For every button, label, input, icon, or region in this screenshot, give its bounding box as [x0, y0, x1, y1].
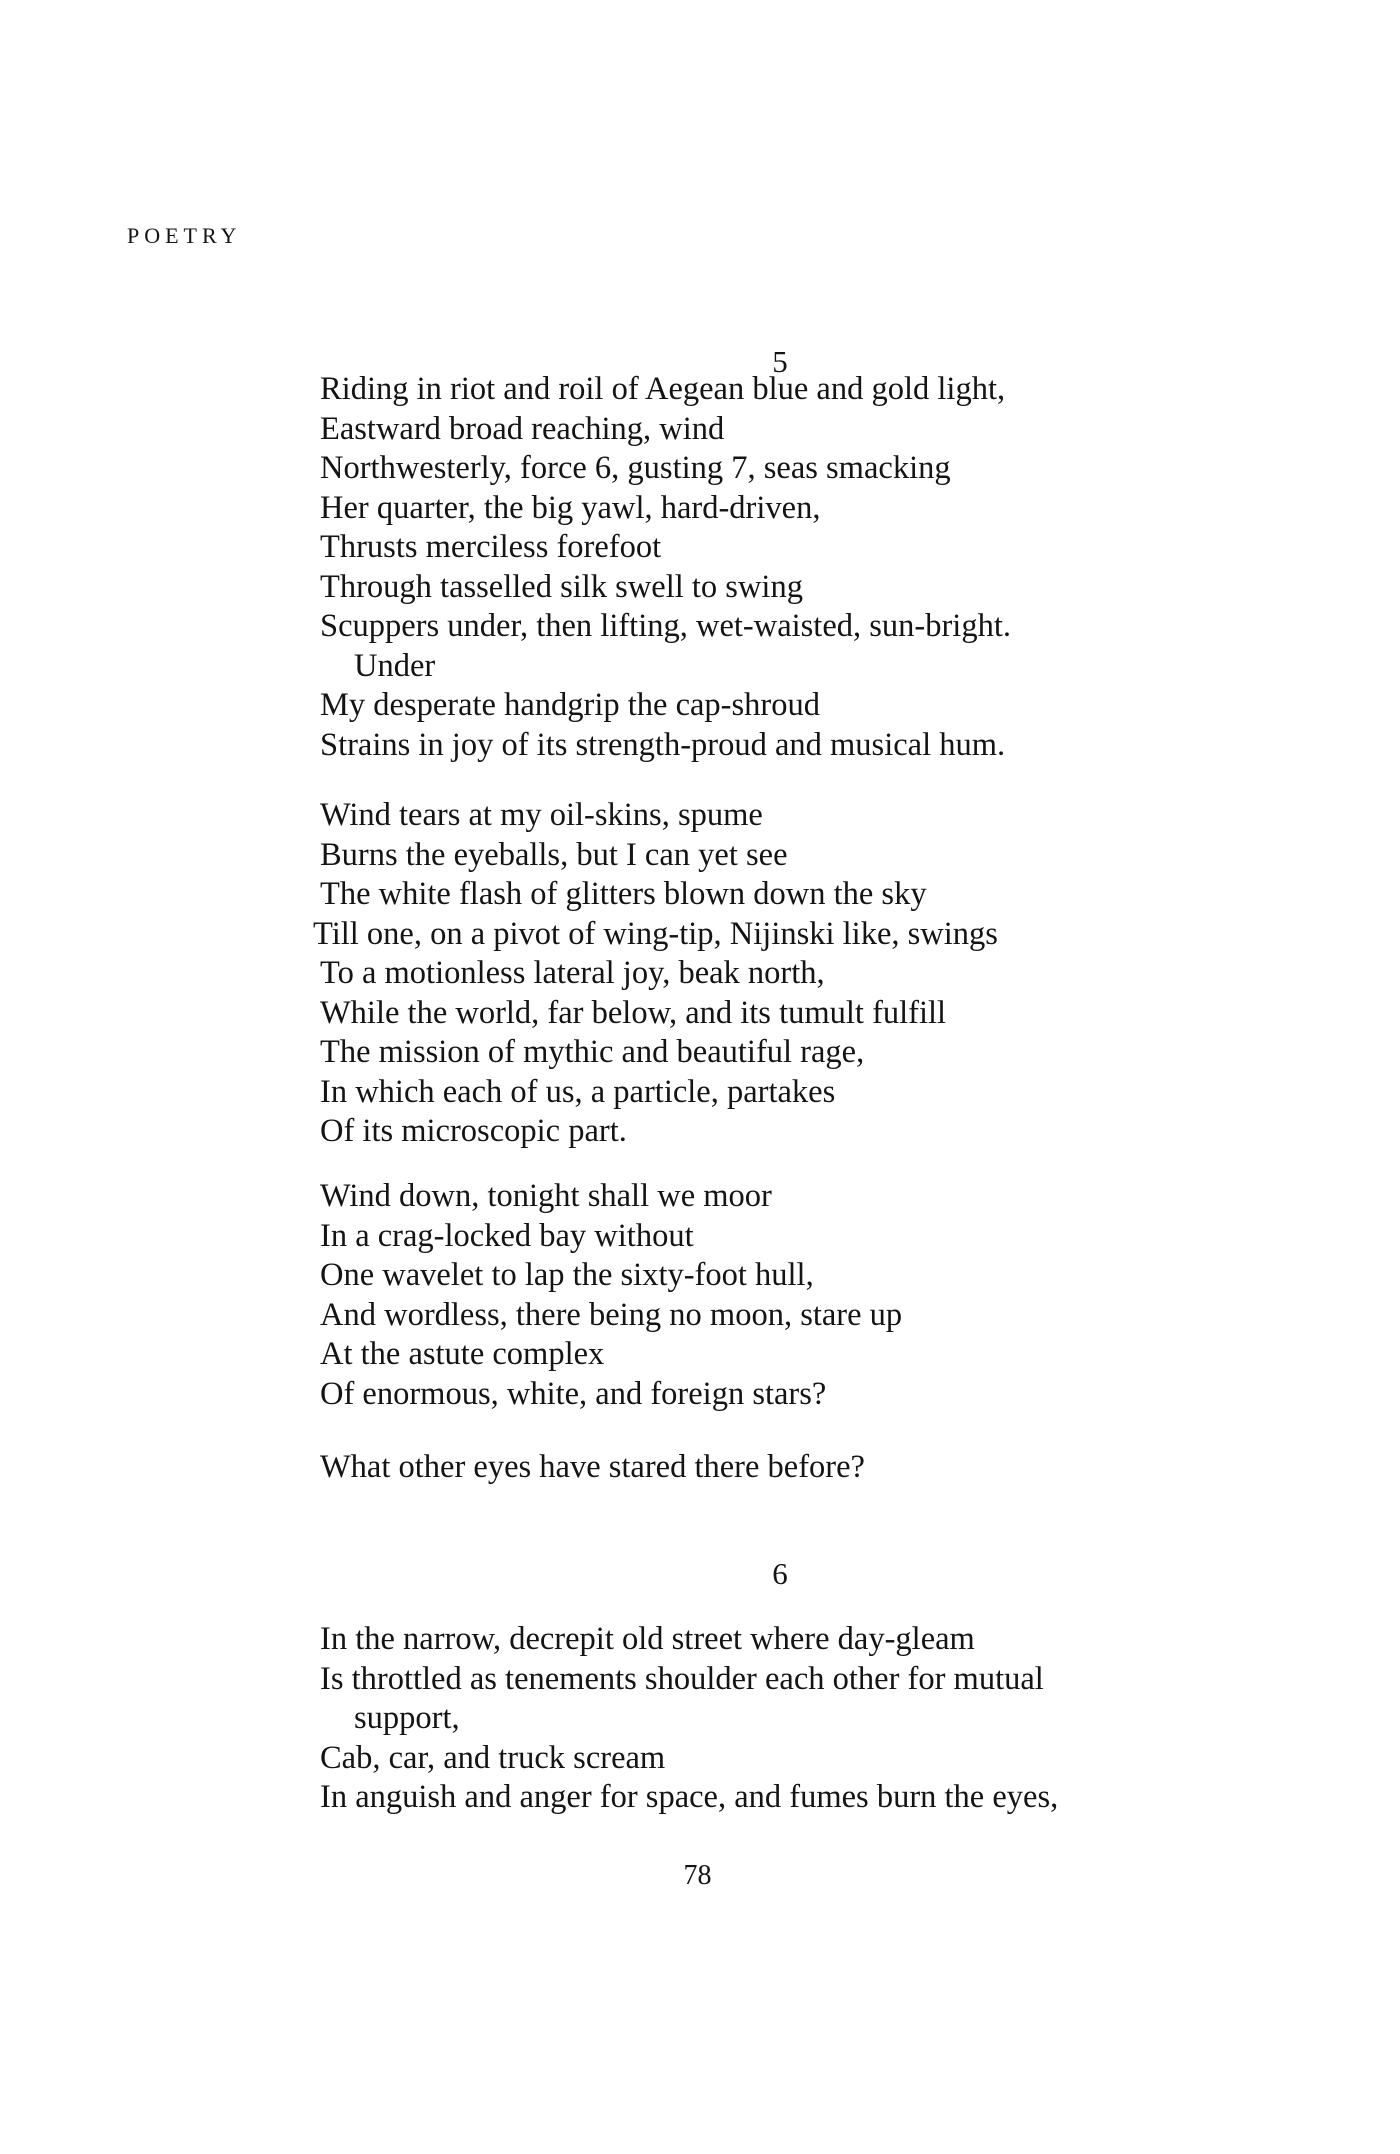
poem-line: What other eyes have stared there before? [320, 1449, 865, 1485]
poem-line: Is throttled as tenements shoulder each other for mutual [320, 1660, 1044, 1697]
stanza [320, 1448, 1320, 1488]
poem-line: Burns the eyeballs, but I can yet see [320, 836, 788, 873]
poem-line: Eastward broad reaching, wind [320, 410, 725, 447]
running-head: POETRY [127, 223, 242, 248]
poem-line: Till one, on a pivot of wing-tip, Nijinski like, swings [313, 915, 998, 952]
section-number: 6 [772, 1556, 788, 1591]
poem-line: support, [354, 1700, 460, 1736]
poem-line: Wind down, tonight shall we moor [320, 1178, 772, 1214]
section-number: 5 [772, 344, 788, 379]
poem-line: While the world, far below, and its tumult fulfill [320, 994, 947, 1031]
poem-line: Northwesterly, force 6, gusting 7, seas smacking [320, 450, 951, 486]
poem-line: Scuppers under, then lifting, wet-waisted, sun-bright. [320, 608, 1011, 644]
poem-line: Of its microscopic part. [320, 1113, 627, 1149]
poem-line: Under [354, 647, 436, 684]
poem-line: Thrusts merciless forefoot [320, 529, 662, 565]
poem-line: Of enormous, white, and foreign stars? [320, 1375, 827, 1412]
poem-line: And wordless, there being no moon, stare up [320, 1296, 903, 1333]
poem-line: At the astute complex [320, 1336, 605, 1372]
stanza [320, 1177, 1320, 1414]
poem-line: Riding in riot and roil of Aegean blue and gold light, [320, 371, 1006, 407]
stanza [313, 796, 1320, 1152]
poem-line: In which each of us, a particle, partakes [320, 1073, 836, 1110]
poem-line: Strains in joy of its strength-proud and musical hum. [320, 726, 1006, 763]
poem-line: Through tasselled silk swell to swing [320, 568, 803, 605]
poem-line: The mission of mythic and beautiful rage, [320, 1034, 865, 1070]
poem-line: The white flash of glitters blown down the sky [320, 876, 927, 912]
poem-line: One wavelet to lap the sixty-foot hull, [320, 1257, 814, 1293]
poem-line: To a motionless lateral joy, beak north, [320, 955, 825, 991]
poem-line: In the narrow, decrepit old street where day-gleam [320, 1621, 975, 1657]
poem-line: Her quarter, the big yawl, hard-driven, [320, 489, 821, 526]
poem-line: Wind tears at my oil-skins, spume [320, 797, 763, 833]
poem-line: Cab, car, and truck scream [320, 1739, 666, 1776]
stanza [320, 1620, 1320, 1818]
poem-line: In anguish and anger for space, and fumes burn the eyes, [320, 1779, 1059, 1815]
page-number: 78 [683, 1860, 712, 1891]
stanza [320, 370, 1320, 765]
poem-line: My desperate handgrip the cap-shroud [320, 687, 820, 723]
poem-line: In a crag-locked bay without [320, 1217, 694, 1254]
